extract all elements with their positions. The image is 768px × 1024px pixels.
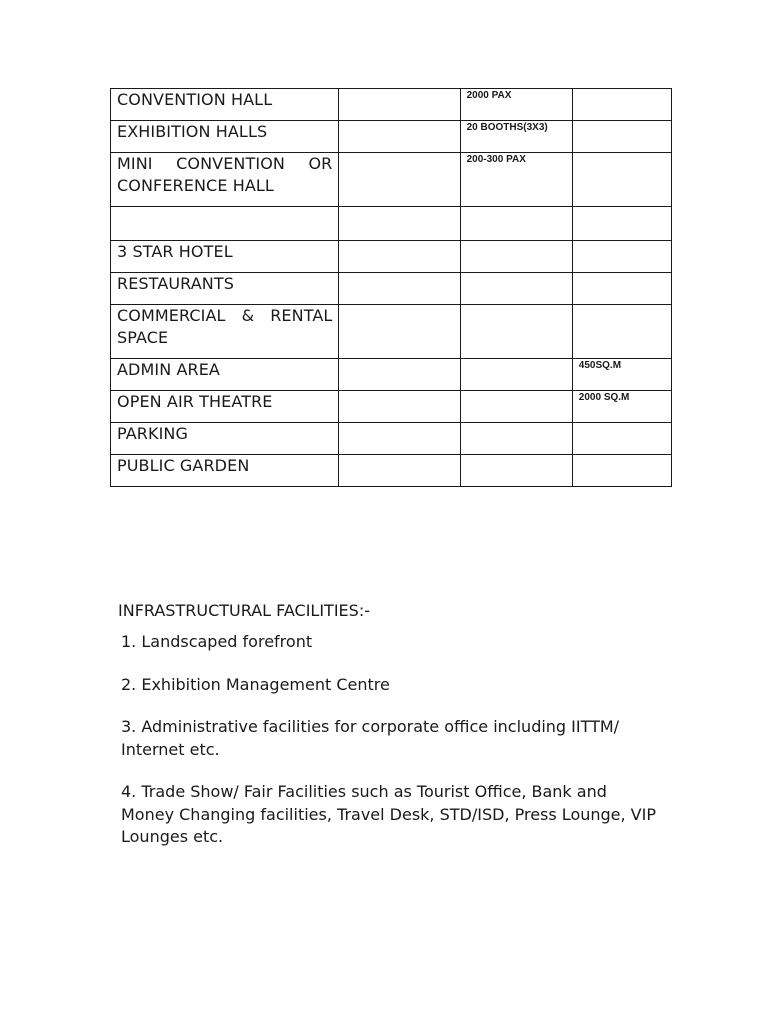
- facility-label: 3 STAR HOTEL: [117, 242, 233, 261]
- capacity-value: 200-300 PAX: [466, 154, 526, 165]
- capacity-value: [461, 207, 572, 208]
- facility-label: RESTAURANTS: [117, 274, 234, 293]
- table-row: [111, 89, 672, 121]
- area-value: [573, 241, 671, 242]
- area-value: 450SQ.M: [578, 360, 622, 371]
- area-value: [573, 207, 671, 208]
- table-row: [111, 273, 672, 305]
- facilities-table: [110, 88, 672, 487]
- facility-label: PARKING: [117, 424, 188, 443]
- area-value: [573, 423, 671, 424]
- list-item: 2. Exhibition Management Centre: [121, 674, 390, 694]
- area-value: [573, 153, 671, 154]
- table-row: [111, 153, 672, 207]
- table-row: [111, 455, 672, 487]
- capacity-value: 20 BOOTHS(3X3): [466, 122, 548, 133]
- capacity-value: [461, 241, 572, 242]
- facility-label: PUBLIC GARDEN: [117, 456, 250, 475]
- infrastructure-section: [116, 600, 676, 869]
- area-value: [573, 305, 671, 306]
- capacity-value: [461, 423, 572, 424]
- capacity-value: 2000 PAX: [466, 90, 512, 101]
- area-value: 2000 SQ.M: [578, 392, 630, 403]
- capacity-value: [461, 273, 572, 274]
- capacity-value: [461, 455, 572, 456]
- area-value: [573, 273, 671, 274]
- area-value: [573, 455, 671, 456]
- table-row: [111, 423, 672, 455]
- table-row: [111, 391, 672, 423]
- facility-label: EXHIBITION HALLS: [117, 122, 268, 141]
- capacity-value: [461, 391, 572, 392]
- facility-label: CONVENTION HALL: [117, 90, 273, 109]
- capacity-value: [461, 305, 572, 306]
- table-row: [111, 241, 672, 273]
- facility-label: OPEN AIR THEATRE: [117, 392, 273, 411]
- list-item: 3. Administrative facilities for corporate office including IITTM/ Internet etc.: [121, 717, 620, 759]
- facility-label: MINI CONVENTION OR CONFERENCE HALL: [117, 154, 333, 195]
- list-item: 4. Trade Show/ Fair Facilities such as Tourist Office, Bank and Money Changing facilities, Travel Desk, STD/ISD, Press Lounge, VIP Lounges etc.: [121, 782, 656, 846]
- list-item: 1. Landscaped forefront: [121, 632, 313, 651]
- capacity-value: [461, 359, 572, 360]
- facility-label: COMMERCIAL & RENTAL SPACE: [117, 306, 333, 347]
- area-value: [573, 121, 671, 122]
- facility-label: ADMIN AREA: [117, 360, 220, 379]
- table-row: [111, 305, 672, 359]
- section-heading: INFRASTRUCTURAL FACILITIES:-: [118, 601, 370, 620]
- table-row: [111, 359, 672, 391]
- table-row: [111, 121, 672, 153]
- table-row: [111, 207, 672, 241]
- area-value: [573, 89, 671, 90]
